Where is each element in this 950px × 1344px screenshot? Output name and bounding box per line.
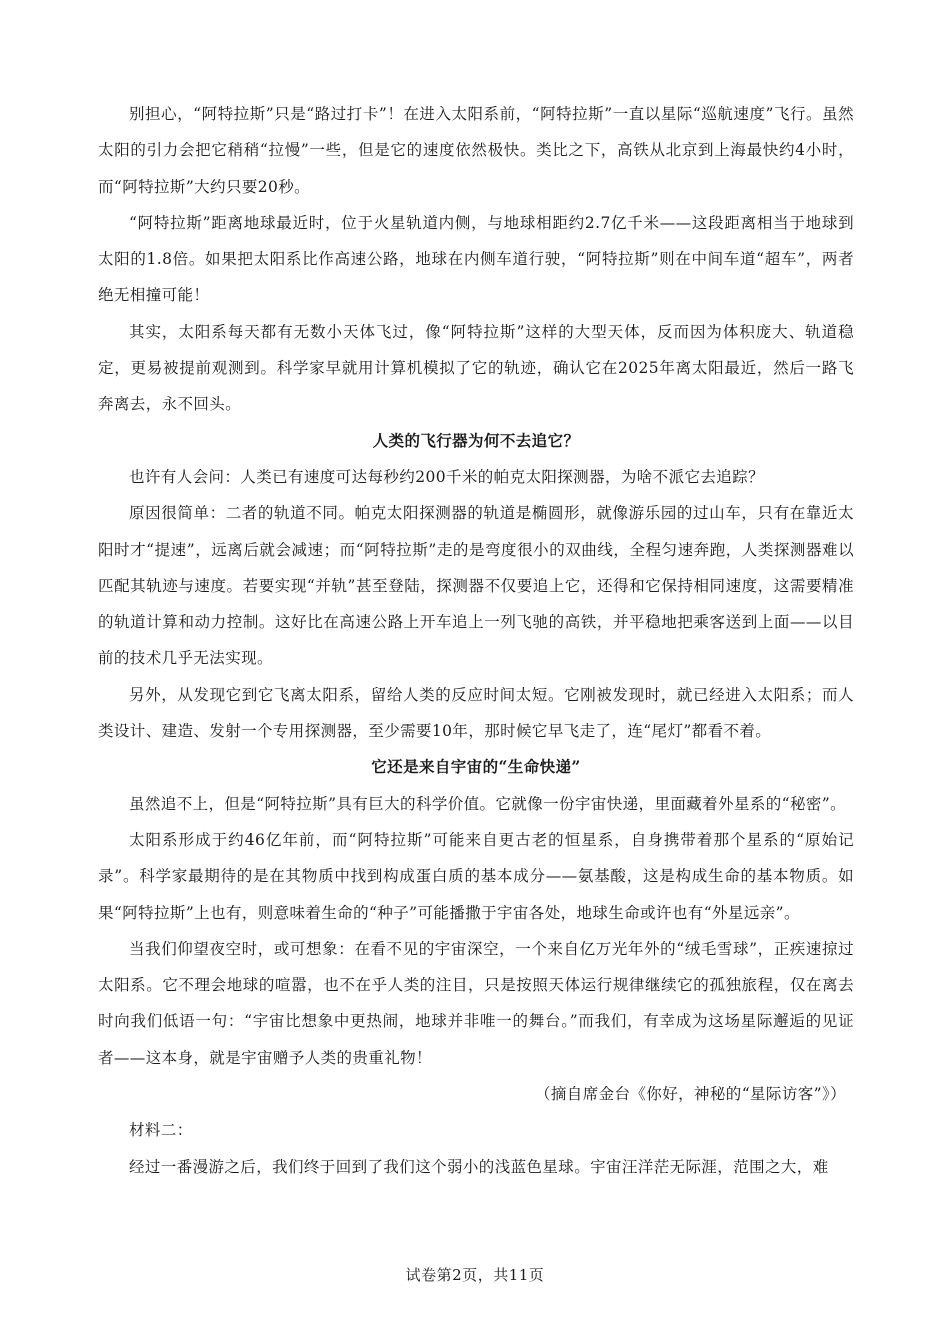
section-heading-2: 它还是来自宇宙的“生命快递” <box>371 757 581 777</box>
paragraph-4: 也许有人会问：人类已有速度可达每秒约200千米的帕克太阳探测器，为啥不派它去追踪？ <box>129 467 764 486</box>
page-footer: 试卷第2页，共11页 <box>405 1266 545 1284</box>
paragraph-9: 当我们仰望夜空时，或可想象：在看不见的宇宙深空，一个来自亿万光年外的“绒毛雪球”，正疾速掠过太阳系。它不理会地球的喧嚣，也不在乎人类的注目，只是按照天体运行规律继续它的孤独旅程，仅在离去时向我们低语一句：“宇宙比想象中更热闹，地球并非唯一的舞台。”而我们，有幸成为这场星际邂逅的见证者——这本身，就是宇宙赠予人类的贵重礼物！ <box>98 939 854 1067</box>
section-heading-1: 人类的飞行器为何不去追它？ <box>372 430 580 450</box>
paragraph-3: 其实，太阳系每天都有无数小天体飞过，像“阿特拉斯”这样的大型天体，反而因为体积庞大、轨道稳定，更易被提前观测到。科学家早就用计算机模拟了它的轨迹，确认它在2025年离太阳最近，然后一路飞奔离去，永不回头。 <box>98 322 854 414</box>
source-citation: （摘自席金台《你好，神秘的“星际访客”》） <box>535 1085 846 1104</box>
material-paragraph: 经过一番漫游之后，我们终于回到了我们这个弱小的浅蓝色星球。宇宙汪洋茫无际涯，范围之大，难 <box>129 1157 829 1176</box>
paragraph-2: “阿特拉斯”距离地球最近时，位于火星轨道内侧，与地球相距约2.7亿千米——这段距离相当于地球到太阳的1.8倍。如果把太阳系比作高速公路，地球在内侧车道行驶，“阿特拉斯”则在中间车道“超车”，两者绝无相撞可能！ <box>98 213 854 305</box>
document-body <box>98 96 854 1185</box>
paragraph-8: 太阳系形成于约46亿年前，而“阿特拉斯”可能来自更古老的恒星系，自身携带着那个星系的“原始记录”。科学家最期待的是在其物质中找到构成蛋白质的基本成分——氨基酸，这是构成生命的基本物质。如果“阿特拉斯”上也有，则意味着生命的“种子”可能播撒于宇宙各处，地球生命或许也有“外星远亲”。 <box>98 830 854 922</box>
paragraph-6: 另外，从发现它到它飞离太阳系，留给人类的反应时间太短。它刚被发现时，就已经进入太阳系；而人类设计、建造、发射一个专用探测器，至少需要10年，那时候它早飞走了，连“尾灯”都看不着。 <box>98 685 854 741</box>
material-label: 材料二： <box>129 1121 193 1140</box>
paragraph-1: 别担心，“阿特拉斯”只是“路过打卡”！在进入太阳系前，“阿特拉斯”一直以星际“巡航速度”飞行。虽然太阳的引力会把它稍稍“拉慢”一些，但是它的速度依然极快。类比之下，高铁从北京到上海最快约4小时，而“阿特拉斯”大约只要20秒。 <box>98 105 854 196</box>
paragraph-5: 原因很简单：二者的轨道不同。帕克太阳探测器的轨道是椭圆形，就像游乐园的过山车，只有在靠近太阳时才“提速”，远离后就会减速；而“阿特拉斯”走的是弯度很小的双曲线，全程匀速奔跑，人类探测器难以匹配其轨迹与速度。若要实现“并轨”甚至登陆，探测器不仅要追上它，还得和它保持相同速度，这需要精准的轨道计算和动力控制。这好比在高速公路上开车追上一列飞驰的高铁，并平稳地把乘客送到上面——以目前的技术几乎无法实现。 <box>98 504 854 668</box>
paragraph-7: 虽然追不上，但是“阿特拉斯”具有巨大的科学价值。它就像一份宇宙快递，里面藏着外星系的“秘密”。 <box>129 794 846 813</box>
